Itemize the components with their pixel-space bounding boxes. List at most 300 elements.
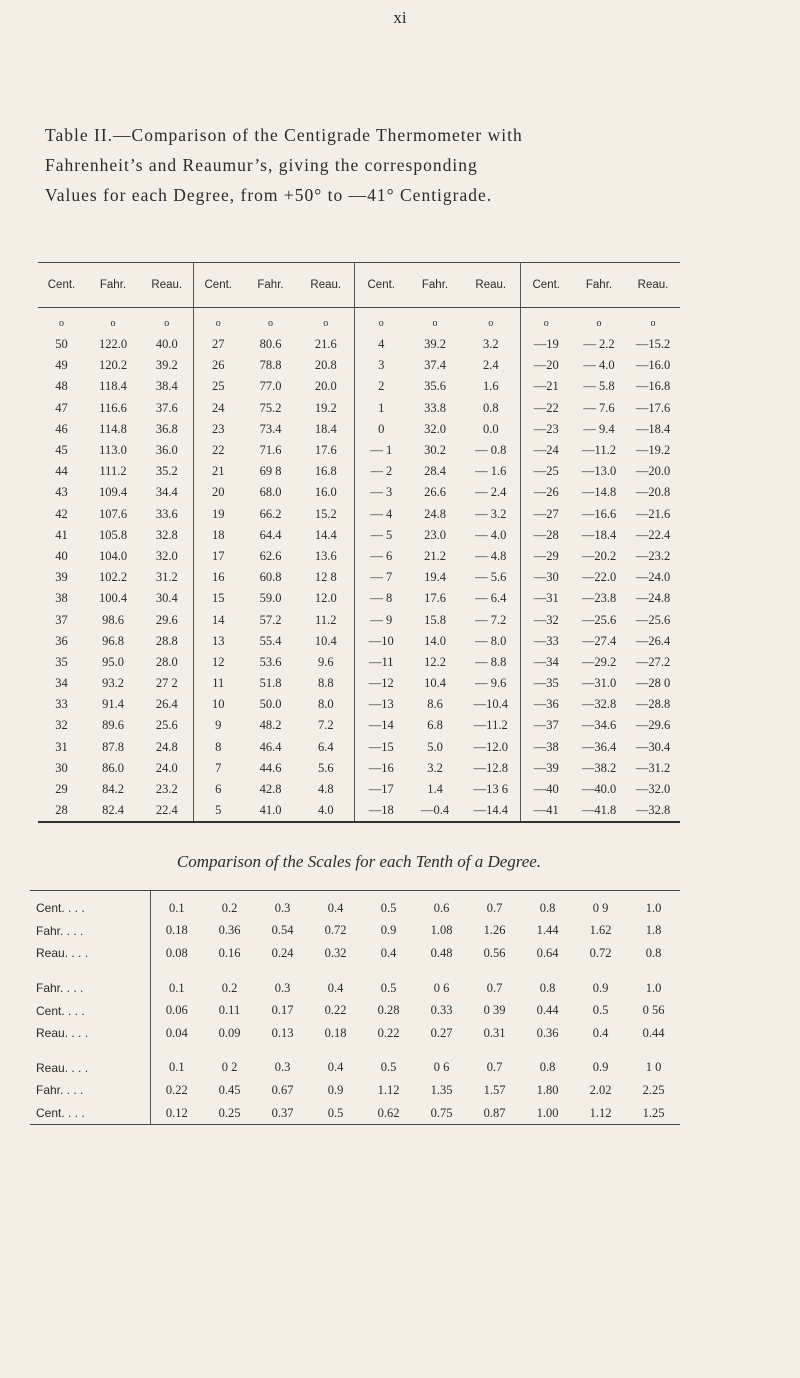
table-row — [38, 652, 680, 673]
table-cell: 48 — [55, 379, 68, 394]
table-cell: —27.4 — [581, 633, 617, 648]
tenths-row — [30, 920, 680, 943]
scale-label: Reau. . . . — [30, 1022, 150, 1045]
table-cell: —13 — [368, 697, 394, 712]
table-cell: —38.2 — [581, 760, 617, 775]
table-row — [38, 334, 680, 355]
table-row — [38, 419, 680, 440]
table-cell: 96.8 — [102, 633, 124, 648]
table-cell: —14 — [368, 718, 394, 733]
table-cell: —24.8 — [635, 591, 671, 606]
table-cell: 44 — [55, 464, 68, 479]
scale-label: Cent. . . . — [30, 891, 150, 920]
table-cell: 91.4 — [102, 697, 124, 712]
table-cell: —11 — [368, 654, 394, 669]
tenths-cell: 0.8 — [645, 945, 662, 960]
table-cell: 48.2 — [259, 718, 282, 733]
table-cell: —22.4 — [635, 527, 671, 542]
tenths-cell: 0.1 — [168, 980, 185, 995]
tenths-cell: 0.22 — [324, 1003, 347, 1018]
tenths-cell: 0.5 — [327, 1105, 344, 1120]
table-cell: 109.4 — [98, 485, 128, 500]
table-cell: 3 — [378, 358, 385, 373]
table-cell: —30.4 — [635, 739, 671, 754]
tenths-cell: 1.12 — [589, 1105, 612, 1120]
table-cell: 30 — [55, 760, 68, 775]
tenths-cell: 0.87 — [483, 1105, 506, 1120]
tenths-cell: 0.7 — [486, 1060, 503, 1075]
table-cell: 25.6 — [141, 715, 193, 736]
column-header: Fahr. — [408, 263, 462, 308]
table-cell: 1.4 — [427, 782, 443, 797]
table-cell: —22 — [533, 400, 559, 415]
tenths-cell: 0.17 — [271, 1003, 294, 1018]
table-cell: 33.6 — [141, 504, 193, 525]
table-cell: 30.2 — [424, 443, 446, 458]
table-cell: 31.2 — [141, 567, 193, 588]
table-cell: 27 — [212, 337, 225, 352]
tenths-cell: 0.9 — [592, 980, 609, 995]
table-cell: 78.8 — [259, 358, 282, 373]
spacer-cell — [150, 1045, 680, 1057]
table-cell: 12 — [212, 654, 225, 669]
table-cell: 4.0 — [298, 800, 354, 822]
table-cell: —29 — [533, 548, 559, 563]
table-row — [38, 440, 680, 461]
table-cell: —18 — [354, 800, 408, 822]
tenths-cell: 1.57 — [483, 1082, 506, 1097]
table-cell: —27.2 — [635, 654, 671, 669]
tenths-cell: 0.9 — [327, 1082, 344, 1097]
table-cell: 8.0 — [298, 694, 354, 715]
table-row — [38, 673, 680, 694]
table-cell: — 4 — [370, 506, 393, 521]
tenths-cell: 2.25 — [642, 1082, 665, 1097]
table-cell: 93.2 — [102, 676, 124, 691]
table-cell: —32.0 — [635, 782, 671, 797]
table-cell: 3.2 — [427, 760, 443, 775]
tenths-cell: 0.08 — [165, 945, 188, 960]
table-cell: 14.4 — [298, 525, 354, 546]
table-cell: —20.8 — [635, 485, 671, 500]
table-cell: 34 — [55, 676, 68, 691]
table-cell: —15 — [368, 739, 394, 754]
table-cell: 5.6 — [298, 758, 354, 779]
table-cell: 16.0 — [298, 482, 354, 503]
table-cell: 77.0 — [259, 379, 282, 394]
table-cell: 1.6 — [462, 376, 520, 397]
tenths-cell: 0.37 — [271, 1105, 294, 1120]
table-cell: —25 — [533, 464, 559, 479]
tenths-cell: 0.5 — [380, 1060, 397, 1075]
table-cell: 20.0 — [298, 376, 354, 397]
tenths-table — [30, 890, 680, 1125]
table-cell: —26.4 — [635, 633, 671, 648]
table-cell: —13.0 — [581, 464, 617, 479]
table-cell: 32.0 — [424, 421, 446, 436]
table-cell: 7.2 — [298, 715, 354, 736]
tenths-cell: 1.12 — [377, 1082, 400, 1097]
table-cell: 6 — [215, 782, 222, 797]
table-cell: — 3.2 — [462, 504, 520, 525]
degree-sign: o — [596, 317, 602, 329]
tenths-cell: 0.4 — [380, 945, 397, 960]
degree-sign: o — [298, 308, 354, 335]
tenths-cell: 0.3 — [274, 1060, 291, 1075]
tenths-cell: 1.44 — [536, 923, 559, 938]
table-cell: — 7 — [370, 570, 393, 585]
table-cell: 3.2 — [462, 334, 520, 355]
table-cell: 35 — [55, 654, 68, 669]
column-header: Reau. — [141, 263, 193, 308]
table-cell: 7 — [215, 760, 222, 775]
table-cell: 95.0 — [102, 654, 124, 669]
scale-label: Reau. . . . — [30, 1057, 150, 1080]
table-cell: 14 — [212, 612, 225, 627]
degree-sign: o — [215, 317, 221, 329]
table-cell: 23.2 — [141, 779, 193, 800]
table-cell: —28 — [533, 527, 559, 542]
tenths-cell: 0.18 — [165, 923, 188, 938]
spacer-cell — [30, 1045, 150, 1057]
conversion-table — [38, 262, 680, 823]
table-cell: —10 — [368, 633, 394, 648]
table-cell: 19 — [212, 506, 225, 521]
table-cell: —40 — [533, 782, 559, 797]
page-number: xi — [393, 8, 407, 27]
table-cell: —13 6 — [462, 779, 520, 800]
table-cell: 69 8 — [259, 464, 282, 479]
tenths-cell: 1.08 — [430, 923, 453, 938]
table-cell: — 8.8 — [462, 652, 520, 673]
table-cell: 98.6 — [102, 612, 124, 627]
table-cell: 50.0 — [259, 697, 282, 712]
table-cell: — 4.0 — [583, 358, 615, 373]
table-cell: 35.2 — [141, 461, 193, 482]
column-header: Reau. — [462, 263, 520, 308]
tenths-cell: 1.25 — [642, 1105, 665, 1120]
tenths-cell: 0.4 — [327, 980, 344, 995]
scale-label: Cent. . . . — [30, 999, 150, 1022]
tenths-cell: 0.22 — [377, 1025, 400, 1040]
table-cell: —14.4 — [462, 800, 520, 822]
spacer-cell — [150, 965, 680, 977]
table-cell: 11 — [212, 676, 225, 691]
column-header: Cent. — [354, 263, 408, 308]
tenths-cell: 0.27 — [430, 1025, 453, 1040]
table-row — [38, 482, 680, 503]
tenths-cell: 0.9 — [380, 923, 397, 938]
table-row — [38, 800, 680, 822]
degree-sign: o — [110, 317, 116, 329]
tenths-cell: 0.48 — [430, 945, 453, 960]
table-cell: —31 — [533, 591, 559, 606]
tenths-cell: 0.28 — [377, 1003, 400, 1018]
tenths-cell: 0 9 — [592, 900, 609, 915]
table-cell: —15.2 — [635, 337, 671, 352]
table-cell: 38.4 — [141, 376, 193, 397]
tenths-cell: 0.1 — [168, 1060, 185, 1075]
table-cell: —32 — [533, 612, 559, 627]
tenths-cell: 0.7 — [486, 980, 503, 995]
table-cell: 73.4 — [259, 421, 282, 436]
tenths-cell: 0.16 — [218, 945, 241, 960]
table-cell: —22.0 — [581, 570, 617, 585]
table-row — [38, 737, 680, 758]
table-cell: —29.2 — [581, 654, 617, 669]
table-cell: 29 — [55, 782, 68, 797]
table-cell: —19.2 — [635, 443, 671, 458]
table-cell: 41.0 — [243, 800, 298, 822]
tenths-cell: 0 6 — [433, 1060, 450, 1075]
table-cell: 9.6 — [298, 652, 354, 673]
tenths-cell: 0.72 — [589, 945, 612, 960]
tenths-cell: 1.35 — [430, 1082, 453, 1097]
table-cell: —31.0 — [581, 676, 617, 691]
table-cell: — 0.8 — [462, 440, 520, 461]
table-cell: 34.4 — [141, 482, 193, 503]
table-cell: 5 — [193, 800, 243, 822]
tenths-cell: 0.09 — [218, 1025, 241, 1040]
tenths-cell: 0.13 — [271, 1025, 294, 1040]
table-cell: 16.8 — [298, 461, 354, 482]
tenths-cell: 0.32 — [324, 945, 347, 960]
table-cell: —34 — [533, 654, 559, 669]
tenths-cell: 0.22 — [165, 1082, 188, 1097]
tenths-cell: 0.25 — [218, 1105, 241, 1120]
table-cell: 15.8 — [424, 612, 446, 627]
degree-sign: o — [59, 317, 64, 329]
group-spacer — [30, 965, 680, 977]
table-cell: 19.2 — [298, 398, 354, 419]
table-cell: 2.4 — [462, 355, 520, 376]
table-cell: 114.8 — [99, 421, 127, 436]
table-cell: — 4.8 — [462, 546, 520, 567]
tenths-cell: 0.4 — [592, 1025, 609, 1040]
table-cell: —35 — [533, 676, 559, 691]
table-cell: 24.8 — [424, 506, 446, 521]
table-cell: — 6.4 — [462, 588, 520, 609]
table-row — [38, 355, 680, 376]
table-row — [38, 376, 680, 397]
table-cell: 46 — [55, 421, 68, 436]
table-row — [38, 631, 680, 652]
table-cell: 116.6 — [99, 400, 127, 415]
tenths-row — [30, 891, 680, 920]
table-cell: —32.8 — [626, 800, 680, 822]
scale-label: Fahr. . . . — [30, 977, 150, 1000]
table-cell: 18 — [212, 527, 225, 542]
tenths-cell: 0 39 — [483, 1003, 506, 1018]
tenths-cell: 0.36 — [218, 923, 241, 938]
table-row — [38, 461, 680, 482]
table-cell: —28 0 — [635, 676, 671, 691]
table-cell: 37 — [55, 612, 68, 627]
table-cell: 28.4 — [424, 464, 446, 479]
tenths-row — [30, 1022, 680, 1045]
scale-label: Fahr. . . . — [30, 1079, 150, 1102]
table-cell: 41 — [55, 527, 68, 542]
degree-sign: o — [650, 317, 656, 329]
table-row — [38, 715, 680, 736]
table-cell: 19.4 — [424, 570, 446, 585]
group-spacer — [30, 1045, 680, 1057]
table-cell: 4.8 — [298, 779, 354, 800]
table-cell: 107.6 — [98, 506, 128, 521]
degree-sign: o — [378, 317, 384, 329]
tenths-cell: 0.04 — [165, 1025, 188, 1040]
table-cell: —18.4 — [635, 421, 671, 436]
tenths-cell: 0 56 — [642, 1003, 665, 1018]
table-cell: 55.4 — [259, 633, 282, 648]
table-cell: — 5.6 — [462, 567, 520, 588]
degree-sign-row — [38, 308, 680, 335]
table-cell: 26.4 — [141, 694, 193, 715]
table-cell: 14.0 — [424, 633, 446, 648]
table-row — [38, 525, 680, 546]
tenths-cell: 0.5 — [380, 980, 397, 995]
table-cell: 89.6 — [102, 718, 124, 733]
column-header: Cent. — [520, 263, 572, 308]
table-cell: 13 — [212, 633, 225, 648]
table-cell: —37 — [533, 718, 559, 733]
table-cell: —14.8 — [581, 485, 617, 500]
table-cell: 23.0 — [424, 527, 446, 542]
column-header: Reau. — [298, 263, 354, 308]
table-cell: 28 — [38, 800, 85, 822]
tenths-row — [30, 999, 680, 1022]
table-cell: 66.2 — [259, 506, 282, 521]
table-cell: 17.6 — [424, 591, 446, 606]
scale-label: Cent. . . . — [30, 1102, 150, 1125]
table-cell: 53.6 — [259, 654, 282, 669]
tenths-cell: 0.36 — [536, 1025, 559, 1040]
table-cell: 1 — [378, 400, 385, 415]
table-cell: 100.4 — [98, 591, 128, 606]
table-cell: 118.4 — [99, 379, 127, 394]
table-cell: 113.0 — [99, 443, 127, 458]
table-cell: —24 — [533, 443, 559, 458]
table-cell: 38 — [55, 591, 68, 606]
table-cell: 40.0 — [141, 334, 193, 355]
table-cell: 59.0 — [259, 591, 282, 606]
table-cell: —12.8 — [462, 758, 520, 779]
table-cell: —25.6 — [581, 612, 617, 627]
table-cell: — 2 — [370, 464, 393, 479]
table-cell: 82.4 — [85, 800, 141, 822]
table-cell: —11.2 — [462, 715, 520, 736]
table-cell: 75.2 — [259, 400, 282, 415]
table-cell: —16.0 — [635, 358, 671, 373]
table-cell: 24.8 — [141, 737, 193, 758]
tenths-cell: 0.12 — [165, 1105, 188, 1120]
table-cell: 4 — [378, 337, 385, 352]
table-cell: — 6 — [370, 548, 393, 563]
tenths-cell: 0.67 — [271, 1082, 294, 1097]
table-cell: —16.6 — [581, 506, 617, 521]
tenths-cell: 0.72 — [324, 923, 347, 938]
table-cell: 57.2 — [259, 612, 282, 627]
table-cell: — 2.4 — [462, 482, 520, 503]
table-cell: 25 — [212, 379, 225, 394]
table-cell: 32.8 — [141, 525, 193, 546]
table-cell: —17.6 — [635, 400, 671, 415]
tenths-cell: 0.31 — [483, 1025, 506, 1040]
table-row — [38, 609, 680, 630]
scale-label: Reau. . . . — [30, 942, 150, 965]
table-cell: 50 — [55, 337, 68, 352]
table-cell: —36 — [533, 697, 559, 712]
tenths-cell: 0.64 — [536, 945, 559, 960]
tenths-cell: 0.45 — [218, 1082, 241, 1097]
table-cell: 71.6 — [259, 443, 282, 458]
tenths-cell: 0.2 — [221, 980, 238, 995]
table-cell: 37.6 — [141, 398, 193, 419]
table-cell: 39.2 — [424, 337, 446, 352]
table-cell: —20.2 — [581, 548, 617, 563]
table-cell: —17 — [368, 782, 394, 797]
table-cell: 122.0 — [98, 337, 128, 352]
degree-sign: o — [432, 317, 438, 329]
tenths-cell: 1.80 — [536, 1082, 559, 1097]
table-cell: 24.0 — [141, 758, 193, 779]
table-cell: 33.8 — [424, 400, 446, 415]
table-cell: 26 — [212, 358, 225, 373]
table-cell: 105.8 — [98, 527, 128, 542]
tenths-cell: 0.24 — [271, 945, 294, 960]
degree-sign: o — [462, 308, 520, 335]
table-cell: 0 — [378, 421, 385, 436]
table-cell: — 8 — [370, 591, 393, 606]
tenths-cell: 0.8 — [539, 1060, 556, 1075]
table-cell: 33 — [55, 697, 68, 712]
table-cell: 111.2 — [99, 464, 127, 479]
tenths-row — [30, 977, 680, 1000]
table-cell: 0.8 — [462, 398, 520, 419]
table-cell: —20.0 — [635, 464, 671, 479]
table-cell: 102.2 — [98, 570, 128, 585]
table-cell: —41 — [520, 800, 572, 822]
table-cell: 15 — [212, 591, 225, 606]
table-cell: 35.6 — [424, 379, 446, 394]
tenths-cell: 0.1 — [168, 900, 185, 915]
table-cell: —12.0 — [462, 737, 520, 758]
degree-sign: o — [543, 317, 549, 329]
table-cell: —0.4 — [408, 800, 462, 822]
table-cell: 84.2 — [102, 782, 124, 797]
table-cell: 6.4 — [298, 737, 354, 758]
tenths-cell: 0.4 — [327, 1060, 344, 1075]
table-cell: 45 — [55, 443, 68, 458]
table-cell: 36 — [55, 633, 68, 648]
table-cell: —16.8 — [635, 379, 671, 394]
tenths-cell: 0.75 — [430, 1105, 453, 1120]
table-cell: —41.8 — [572, 800, 626, 822]
table-cell: —29.6 — [635, 718, 671, 733]
table-cell: —24.0 — [635, 570, 671, 585]
tenths-cell: 0.3 — [274, 980, 291, 995]
tenths-cell: 0.6 — [433, 900, 450, 915]
table-cell: 11.2 — [298, 609, 354, 630]
column-header: Fahr. — [243, 263, 298, 308]
table-cell: 104.0 — [98, 548, 128, 563]
table-cell: 31 — [55, 739, 68, 754]
column-header: Reau. — [626, 263, 680, 308]
table-cell: 62.6 — [259, 548, 282, 563]
table-cell: 12.0 — [298, 588, 354, 609]
table-cell: 87.8 — [102, 739, 124, 754]
tenths-cell: 1 0 — [645, 1060, 662, 1075]
